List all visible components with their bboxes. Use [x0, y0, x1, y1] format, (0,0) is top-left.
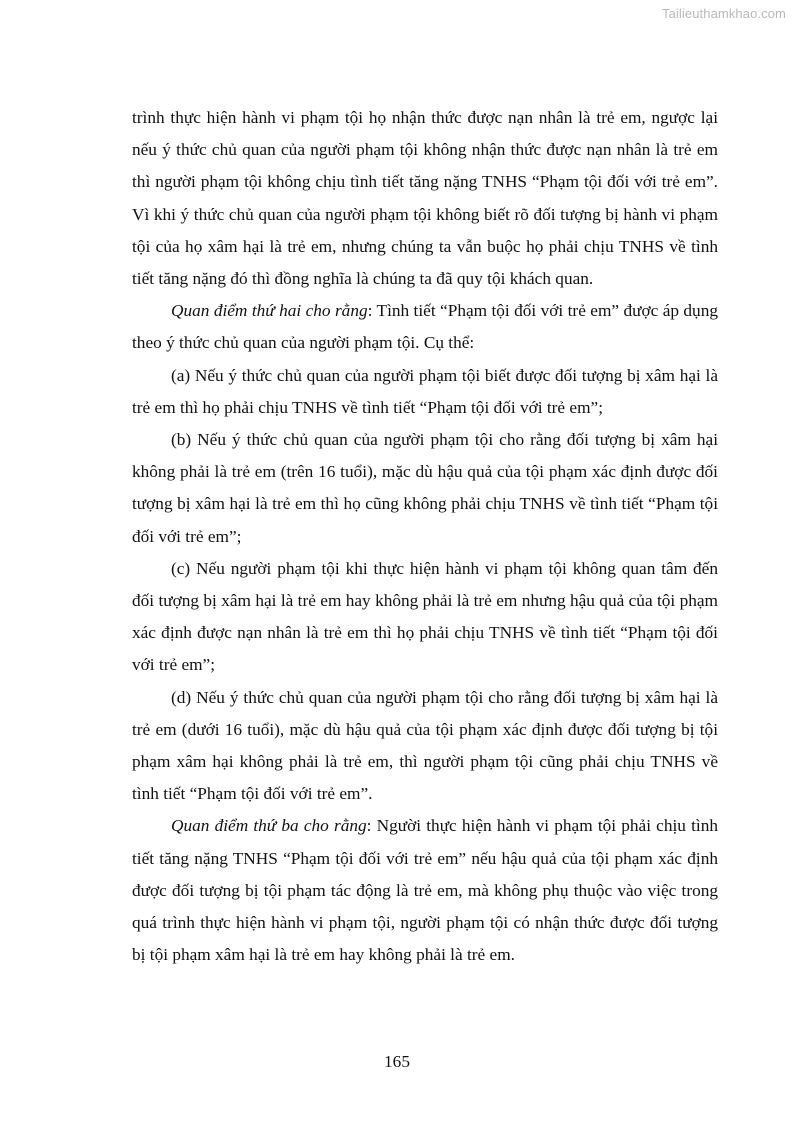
page-number: 165 [384, 1052, 410, 1071]
paragraph-7 [132, 810, 718, 971]
paragraph-3: (a) Nếu ý thức chủ quan của người phạm tội biết được đối tượng bị xâm hại là trẻ em thì họ phải chịu TNHS về tình tiết “Phạm tội đối với trẻ em”; [132, 365, 718, 417]
paragraph-7-text: : Người thực hiện hành vi phạm tội phải chịu tình tiết tăng nặng TNHS “Phạm tội đối với trẻ em” nếu hậu quả của tội phạm xác định được đối tượng bị tội phạm tác động là trẻ em, mà không phụ thuộc vào việc trong quá trình thực hiện hành vi phạm tội, người phạm tội có nhận thức được đối tượng bị tội phạm xâm hại là trẻ em hay không phải là trẻ em. [132, 816, 718, 965]
paragraph-2-lead: Quan điểm thứ hai cho rằng [171, 301, 368, 321]
paragraph-7-lead: Quan điểm thứ ba cho rằng [171, 816, 367, 836]
paragraph-4: (b) Nếu ý thức chủ quan của người phạm tội cho rằng đối tượng bị xâm hại không phải là trẻ em (trên 16 tuổi), mặc dù hậu quả của tội phạm xác định được đối tượng bị xâm hại là trẻ em thì họ cũng không phải chịu TNHS về tình tiết “Phạm tội đối với trẻ em”; [132, 430, 718, 546]
watermark-text: Tailieuthamkhao.com [661, 6, 786, 21]
paragraph-5: (c) Nếu người phạm tội khi thực hiện hành vi phạm tội không quan tâm đến đối tượng bị xâm hại là trẻ em hay không phải là trẻ em nhưng hậu quả của tội phạm xác định được nạn nhân là trẻ em thì họ phải chịu TNHS về tình tiết “Phạm tội đối với trẻ em”; [132, 558, 718, 675]
paragraph-2-text: : Tình tiết “Phạm tội đối với trẻ em” được áp dụng theo ý thức chủ quan của người phạm tội. Cụ thể: [132, 301, 718, 353]
paragraph-2 [132, 295, 718, 359]
paragraph-1: trình thực hiện hành vi phạm tội họ nhận thức được nạn nhân là trẻ em, ngược lại nếu ý thức chủ quan của người phạm tội không nhận thức được nạn nhân là trẻ em thì người phạm tội không chịu tình tiết tăng nặng TNHS “Phạm tội đối với trẻ em”. Vì khi ý thức chủ quan của người phạm tội không biết rõ đối tượng bị hành vi phạm tội của họ xâm hại là trẻ em, nhưng chúng ta vẫn buộc họ phải chịu TNHS về tình tiết tăng nặng đó thì đồng nghĩa là chúng ta đã quy tội khách quan. [132, 108, 718, 289]
paragraph-6: (d) Nếu ý thức chủ quan của người phạm tội cho rằng đối tượng bị xâm hại là trẻ em (dưới 16 tuổi), mặc dù hậu quả của tội phạm xác định được đối tượng bị tội phạm xâm hại không phải là trẻ em, thì người phạm tội cũng phải chịu TNHS về tình tiết “Phạm tội đối với trẻ em”. [132, 687, 718, 804]
document-body [132, 102, 718, 971]
